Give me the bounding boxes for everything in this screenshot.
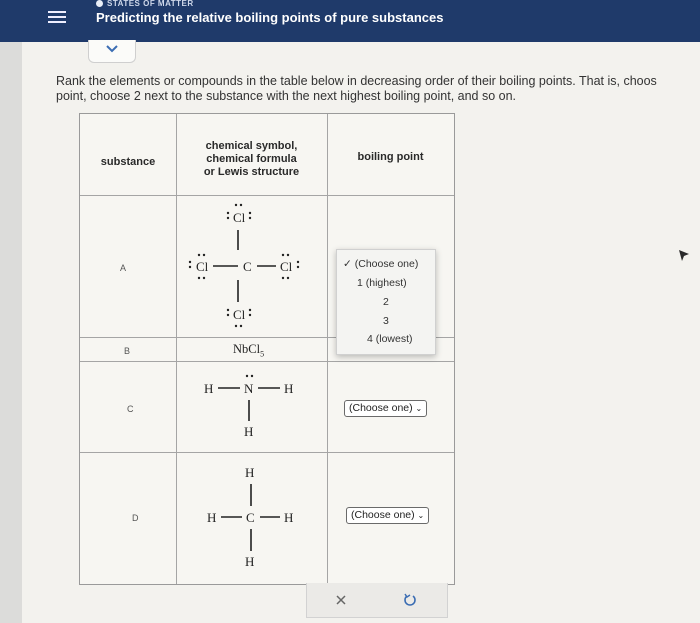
instructions-line2: point, choose 2 next to the substance with the next highest boiling point, and so on. — [56, 89, 517, 103]
header-substance: substance — [100, 156, 156, 168]
menu-option-2[interactable]: 2 — [383, 296, 389, 308]
lewis-structure-d — [202, 458, 312, 578]
header-formula: chemical symbol, chemical formula or Lewis structure — [203, 140, 300, 178]
table-divider — [80, 195, 454, 196]
instructions-line1: Rank the elements or compounds in the table below in decreasing order of their boiling points. That is, choos — [56, 74, 657, 88]
boiling-point-select-d[interactable]: (Choose one) ⌄ — [346, 507, 429, 524]
section-label: STATES OF MATTER — [96, 0, 194, 8]
row-label-d: D — [132, 513, 139, 523]
action-bar — [306, 583, 448, 618]
formula-nbcl5: NbCl$_5$ — [233, 342, 265, 359]
instructions — [56, 74, 696, 104]
atom-h-top: H — [245, 465, 255, 480]
lewis-structure-c — [198, 366, 308, 446]
page-title: Predicting the relative boiling points of pure substances — [96, 10, 444, 25]
boiling-point-select-c[interactable]: (Choose one) ⌄ — [344, 400, 427, 417]
row-label-c: C — [127, 404, 134, 414]
collapse-button[interactable] — [88, 40, 136, 63]
menu-option-3[interactable]: 3 — [383, 315, 389, 327]
atom-n: N — [244, 381, 254, 396]
lone-pairs — [246, 375, 253, 377]
row-label-a: A — [120, 263, 127, 273]
atom-cl-right: Cl — [280, 259, 293, 274]
checkmark-icon: ✓ — [343, 258, 352, 270]
chevron-down-icon — [105, 44, 119, 54]
x-icon[interactable] — [335, 594, 347, 606]
atom-h-bottom: H — [244, 424, 254, 439]
section-dot-icon — [96, 0, 103, 7]
atom-cl-left: Cl — [196, 259, 209, 274]
atom-c: C — [246, 510, 255, 525]
top-bar — [0, 0, 700, 42]
atom-cl-bottom: Cl — [233, 307, 246, 322]
undo-icon[interactable] — [402, 592, 418, 608]
atom-h-left: H — [207, 510, 217, 525]
table-divider — [80, 452, 454, 453]
table-divider — [80, 361, 454, 362]
menu-option-4[interactable]: 4 (lowest) — [367, 333, 413, 345]
atom-h-left: H — [204, 381, 214, 396]
menu-option-choose-one[interactable]: ✓ (Choose one) — [343, 258, 419, 270]
lewis-structure-a — [180, 200, 320, 332]
atom-h-right: H — [284, 510, 294, 525]
pointer-cursor-icon — [679, 250, 691, 262]
atom-h-bottom: H — [245, 554, 255, 569]
atom-c: C — [243, 259, 252, 274]
menu-option-1[interactable]: 1 (highest) — [357, 277, 407, 289]
chevron-down-icon: ⌄ — [417, 511, 425, 520]
header-boiling-point: boiling point — [357, 151, 424, 163]
atom-h-right: H — [284, 381, 294, 396]
row-label-b: B — [124, 346, 131, 356]
hamburger-icon[interactable] — [48, 8, 66, 26]
boiling-point-dropdown-menu — [336, 249, 436, 355]
chevron-down-icon: ⌄ — [415, 404, 423, 413]
table-divider — [176, 114, 177, 584]
table-divider — [327, 114, 328, 584]
atom-cl-top: Cl — [233, 210, 246, 225]
